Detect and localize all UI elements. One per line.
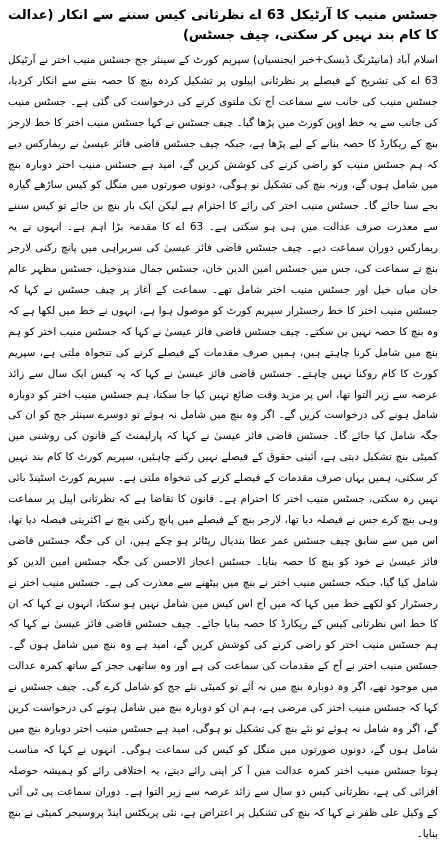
article-headline: جسٹس منیب کا آرٹیکل 63 اے نظرثانی کیس سننے سے انکار (عدالت کا کام بند نہیں کر سکتی، چیف جسٹس) — [8, 8, 438, 43]
clipping-edge — [8, 798, 438, 799]
article-body: اسلام آباد (مانیٹرنگ ڈیسک+خبر ایجنسیاں) سپریم کورٹ کے سینئر جج جسٹس منیب اختر نے آرٹیکل 63 اے کی تشریح کے فیصلے پر نظرثانی اپیلوں پر تشکیل کردہ بنچ کا حصہ بننے سے انکار کردیا، جسٹس منیب کی جانب سے سماعت آج تک ملتوی کرنے کی درخواست کی گئی ہے۔ جسٹس منیب کی جانب سے یہ خط اوپن کورٹ میں پڑھا گیا۔ چیف جسٹس نے کہا جسٹس منیب اختر کا خط لارجر بنچ کے ریکارڈ کا حصہ بنانے کے لیے پڑھا ہے، جبکہ چیف جسٹس قاضی فائز عیسیٰ نے ریمارکس دیے کہ ہم جسٹس منیب کو راضی کرنے کی کوشش کریں گے، امید ہے جسٹس منیب اختر دوبارہ بنچ میں شامل ہوں گے، ورنہ بنچ کی تشکیل نو ہوگی، دونوں صورتوں میں منگل کو کیس ساڑھے گیارہ بجے سنا جائے گا۔ جسٹس منیب اختر کی رائے کا احترام ہے لیکن ایک بار بنچ بن جائے تو کیس سننے سے معذرت صرف عدالت میں ہی ہو سکتی ہے۔ 63 اے کا مقدمہ بڑا اہم ہے۔ انہوں نے یہ ریمارکس دوران سماعت دیے۔ چیف جسٹس قاضی فائز عیسیٰ کی سربراہی میں پانچ رکنی لارجر بنچ نے سماعت کی، جس میں جسٹس امین الدین خان، جسٹس جمال مندوخیل، جسٹس مظہر عالم خان میاں خیل اور جسٹس منیب اختر شامل تھے۔ سماعت کے آغاز پر چیف جسٹس نے کہا کہ جسٹس منیب اختر کا خط رجسٹرار سپریم کورٹ کو موصول ہوا ہے، انہوں نے خط میں لکھا ہے کہ وہ بنچ کا حصہ نہیں بن سکتے۔ چیف جسٹس قاضی فائز عیسیٰ نے کہا کہ جسٹس منیب اختر کو ہم بنچ میں شامل کرنا چاہتے ہیں، ہمیں صرف مقدمات کے فیصلے کرنے کی تنخواہ ملتی ہے، سپریم کورٹ کا کام روکنا نہیں چاہتے۔ جسٹس قاضی فائز عیسیٰ نے کہا کہ یہ کیس ایک سال سے زائد عرصہ سے زیر التوا تھا، اس پر مزید وقت ضائع نہیں کیا جا سکتا، ہم جسٹس منیب اختر کو دوبارہ شامل ہونے کی درخواست کریں گے۔ اگر وہ بنچ میں شامل نہ ہوئے تو دوسرے سینئر جج کو ان کی جگہ شامل کیا جائے گا۔ جسٹس قاضی فائز عیسیٰ نے کہا کہ پارلیمنٹ کے قانون کی روشنی میں کمیٹی بنچ تشکیل دیتی ہے، آئینی حقوق کے فیصلے نہیں رکنے چاہئیں، سپریم کورٹ کا کام بند نہیں کر سکتی، ہمیں یہاں صرف مقدمات کے فیصلے کرنے کی تنخواہ ملتی ہے۔ سپریم کورٹ اسٹینڈ بائی نہیں رہ سکتی، جسٹس منیب اختر کا احترام ہے۔ قانون کا تقاضا ہے کہ نظرثانی اپیل پر سماعت وہی بنچ کرے جس نے فیصلہ دیا تھا، لارجر بنچ کے فیصلے میں پانچ رکنی بنچ نے اکثریتی فیصلہ دیا تھا، اس میں سے سابق چیف جسٹس عمر عطا بندیال ریٹائر ہو چکے ہیں، ان کی جگہ جسٹس قاضی فائز عیسیٰ نے خود کو بنچ کا حصہ بنایا۔ جسٹس اعجاز الاحسن کی جگہ جسٹس امین الدین کو شامل کیا گیا، جبکہ جسٹس منیب اختر نے بنچ میں بیٹھنے سے معذرت کی ہے۔ جسٹس منیب اختر نے رجسٹرار کو لکھے خط میں کہا کہ میں آج اس کیس میں شامل نہیں ہو سکتا، انہوں نے کہا کہ ان کا خط اس نظرثانی کیس کے ریکارڈ کا حصہ بنایا جائے۔ چیف جسٹس قاضی فائز عیسیٰ نے کہا کہ ہم جسٹس منیب اختر کو راضی کرنے کی کوشش کریں گے، امید ہے وہ بنچ میں شامل ہوں گے۔ جسٹس منیب اختر نے آج کے مقدمات کی سماعت کی ہے اور وہ ساتھی ججز کے ساتھ کمرہ عدالت میں موجود تھے، اگر وہ دوبارہ بنچ میں نہ آئے تو کمیٹی نئے جج کو شامل کرے گی۔ چیف جسٹس نے کہا کہ جسٹس منیب اختر کی مرضی ہے، ہم ان کو دوبارہ بنچ میں شامل ہونے کی درخواست کریں گے، اگر وہ شامل نہ ہوئے تو نئے بنچ کی تشکیل نو ہوگی، امید ہے جسٹس منیب اختر دوبارہ بنچ میں شامل ہوں گے، دونوں صورتوں میں منگل کو کیس کی سماعت ہوگی۔ انہوں نے کہا کہ مناسب ہوتا جسٹس منیب اختر کمرہ عدالت میں آ کر اپنی رائے دیتے، یہ اختلافی رائے کو ہمیشہ حوصلہ افزائی کی ہے، نظرثانی کیس دو سال سے زائد عرصہ سے زیر التوا ہے۔ دوران سماعت پی ٹی آئی کے وکیل علی ظفر نے کہا کہ بنچ کی تشکیل پر اعتراض ہے، نئی پریکٹس اینڈ پروسیجر کمیٹی نے بنچ بنایا۔ — [8, 54, 438, 840]
